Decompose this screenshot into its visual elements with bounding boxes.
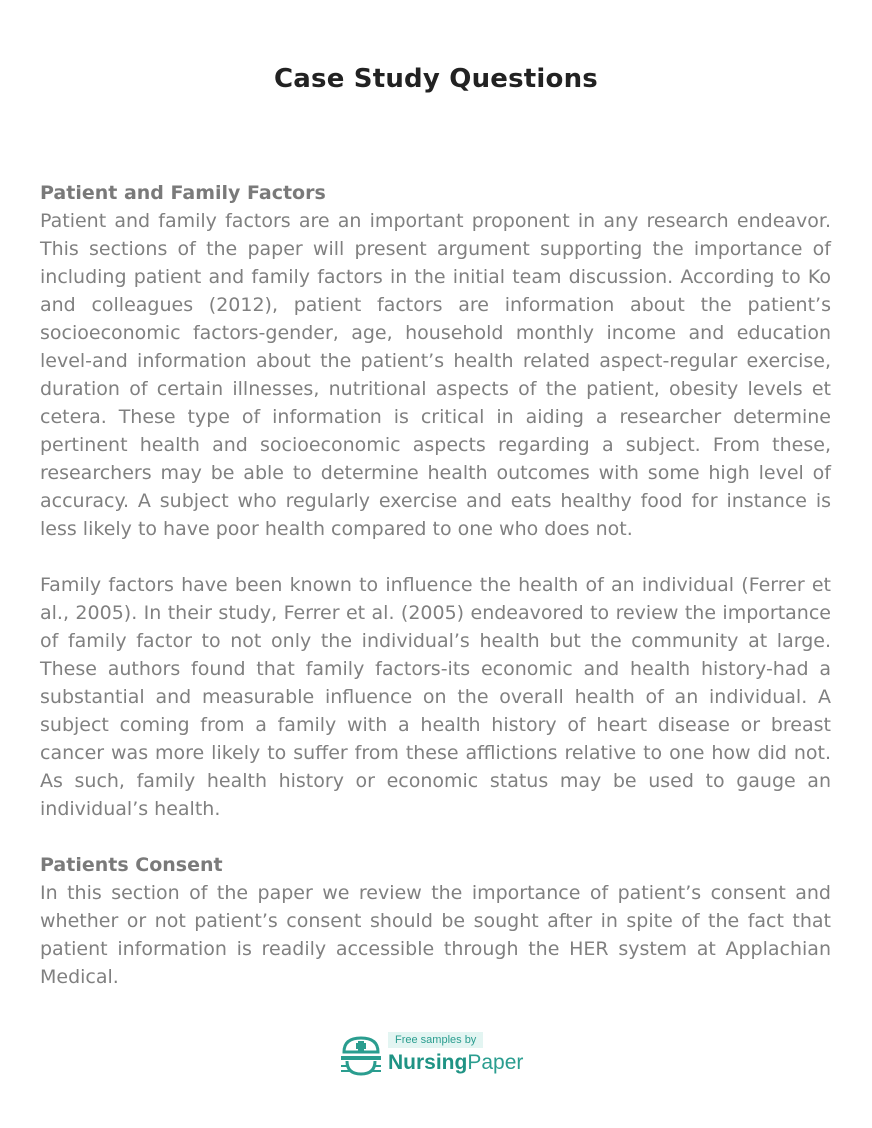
nurse-cap-icon [338,1032,384,1078]
section-heading-patient-family-factors: Patient and Family Factors [40,182,326,204]
page-title: Case Study Questions [274,64,598,94]
paragraph-family-factors: Family factors have been known to influence the health of an individual (Ferrer et al., 2005). In their study, Ferrer et al. (2005) endeavored to review the importance of family factor to not only the individual’s health but the community at large. These authors found that family factors-its economic and health history-had a substantial and measurable influence on the overall health of an individual. A subject coming from a family with a health history of heart disease or breast cancer was more likely to suffer from these afflictions relative to one how did not. As such, family health history or economic status may be used to gauge an individual’s health. [40,574,831,820]
logo-brand-bold: Nursing [388,1051,468,1074]
nursing-paper-logo [338,1030,538,1080]
paragraph-spacer [40,823,831,851]
logo-brand-light: Paper [467,1051,524,1074]
paragraph-patient-factors: Patient and family factors are an important proponent in any research endeavor. This sections of the paper will present argument supporting the importance of including patient and family factors in the initial team discussion. According to Ko and colleagues (2012), patient factors are information about the patient’s socioeconomic factors-gender, age, household monthly income and education level-and information about the patient’s health related aspect-regular exercise, duration of certain illnesses, nutritional aspects of the patient, obesity levels et cetera. These type of information is critical in aiding a researcher determine pertinent health and socioeconomic aspects regarding a subject. From these, researchers may be able to determine health outcomes with some high level of accuracy. A subject who regularly exercise and eats healthy food for instance is less likely to have poor health compared to one who does not. [40,210,831,540]
paragraph-patients-consent: In this section of the paper we review the importance of patient’s consent and whether or not patient’s consent should be sought after in spite of the fact that patient information is readily accessible through the HER system at Applachian Medical. [40,882,831,988]
logo-tagline: Free samples by [388,1032,483,1048]
document-body [40,179,831,991]
section-heading-patients-consent: Patients Consent [40,854,223,876]
paragraph-spacer [40,543,831,571]
logo-brand [388,1050,523,1076]
